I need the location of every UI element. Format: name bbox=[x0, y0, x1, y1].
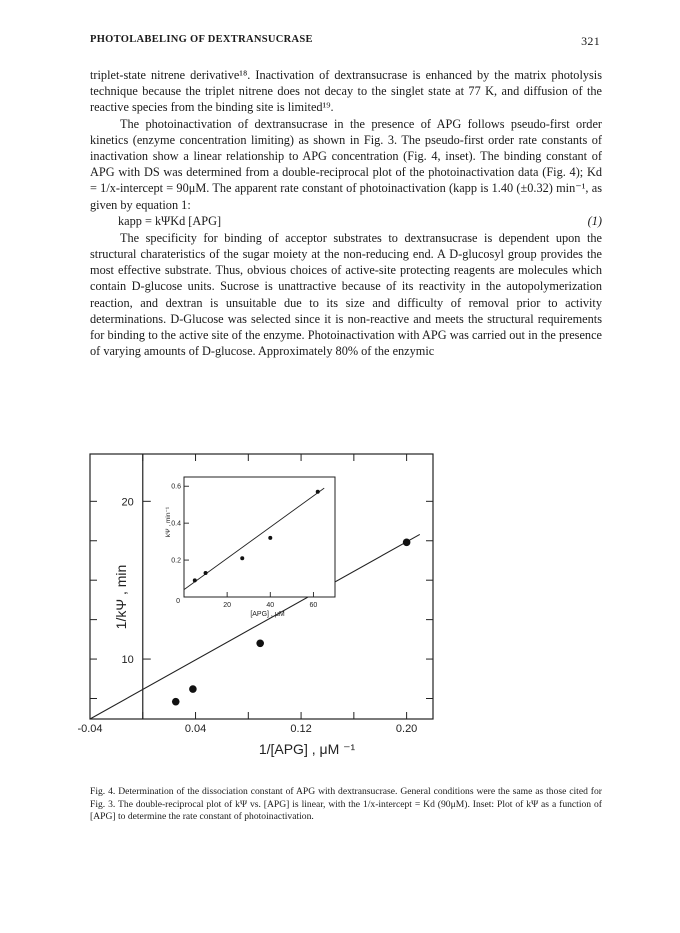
equation-number: (1) bbox=[587, 213, 602, 228]
main-data-point bbox=[403, 539, 411, 547]
inset-data-point bbox=[316, 490, 320, 494]
inset-x-axis-label: [APG] , μM bbox=[250, 611, 285, 618]
page-number: 321 bbox=[581, 34, 600, 48]
inset-y-tick-label: 0.6 bbox=[171, 483, 181, 491]
inset-data-point bbox=[193, 578, 197, 582]
running-title: PHOTOLABELING OF DEXTRANSUCRASE bbox=[90, 34, 313, 45]
figure-4-chart bbox=[77, 452, 590, 778]
inset-y-tick-label: 0.2 bbox=[171, 557, 181, 565]
paragraph-1: triplet-state nitrene derivative¹⁸. Inactivation of dextransucrase is enhanced by the matrix photolysis technique because the triplet nitrene does not decay to the singlet state at 77 K, and diffusion of the reactive species from the binding site is limited¹⁹. bbox=[90, 68, 602, 115]
main-x-axis-label: 1/[APG] , μM ⁻¹ bbox=[258, 741, 356, 757]
main-y-axis-label: 1/kΨ , min bbox=[113, 564, 129, 630]
main-y-tick-label: 10 bbox=[121, 654, 134, 667]
figure-4 bbox=[77, 452, 590, 783]
main-data-point bbox=[172, 698, 180, 706]
running-header bbox=[90, 34, 600, 50]
body-text bbox=[90, 67, 602, 359]
main-data-point bbox=[189, 685, 197, 693]
figure-caption: Fig. 4. Determination of the dissociation constant of APG with dextransucrase. General conditions were the same as those cited for Fig. 3. The double-reciprocal plot of kΨ vs. [APG] is linear, with the 1/x-intercept = Kd (90μM). Inset: Plot of kΨ as a function of [APG] to determine the rate constant of photoinactivation. bbox=[90, 786, 602, 823]
main-y-tick-label: 20 bbox=[121, 496, 134, 509]
inset-x-tick-label: 20 bbox=[223, 602, 232, 609]
inset-plot-frame bbox=[184, 477, 335, 597]
inset-data-point bbox=[268, 536, 272, 540]
main-data-point bbox=[256, 639, 264, 647]
main-x-tick-label: -0.04 bbox=[77, 723, 103, 735]
inset-plot bbox=[165, 477, 335, 618]
inset-data-point bbox=[240, 556, 244, 560]
equation-text: kapp = kΨKd [APG] bbox=[118, 213, 222, 228]
paragraph-2: The photoinactivation of dextransucrase in the presence of APG follows pseudo-first order kinetics (enzyme concentration limiting) as shown in Fig. 3. The pseudo-first order rate constants of inactivation show a linear relationship to APG concentration (Fig. 4, inset). The binding constant of APG with DS was determined from a double-reciprocal plot of the photoinactivation data (Fig. 4); Kd = 1/x-intercept = 90μM. The apparent rate constant of photoinactivation (kapp is 1.40 (±0.32) min⁻¹, as given by equation 1: bbox=[90, 116, 602, 212]
inset-x-tick-label: 60 bbox=[309, 602, 318, 609]
inset-x-tick-label: 40 bbox=[266, 602, 275, 609]
main-x-tick-label: 0.20 bbox=[395, 723, 418, 735]
paragraph-3: The specificity for binding of acceptor substrates to dextransucrase is dependent upon the structural charateristics of the sugar moiety at the non-reducing end. A D-glucosyl group provides the most effective substrate. Thus, obvious choices of active-site protecting reagents are molecules which contain D-glucose units. Sucrose is unattractive because of its reactivity in the autopolymerization reaction, and dextran is unsuitable due to its size and difficulty of removal prior to activity determinations. D-Glucose was selected since it is non-reactive and meets the structural requirements for binding to the active site of the enzyme. Photoinactivation with APG was carried out in the presence of varying amounts of D-glucose. Approximately 80% of the enzymic bbox=[90, 230, 602, 359]
main-x-tick-label: 0.12 bbox=[290, 723, 312, 735]
inset-origin-label: 0 bbox=[176, 598, 180, 605]
main-x-tick-label: 0.04 bbox=[184, 723, 207, 735]
equation-1 bbox=[90, 213, 602, 230]
inset-data-point bbox=[204, 571, 208, 575]
inset-y-tick-label: 0.4 bbox=[171, 520, 181, 528]
inset-y-axis-label: kΨ , min⁻¹ bbox=[165, 506, 172, 538]
